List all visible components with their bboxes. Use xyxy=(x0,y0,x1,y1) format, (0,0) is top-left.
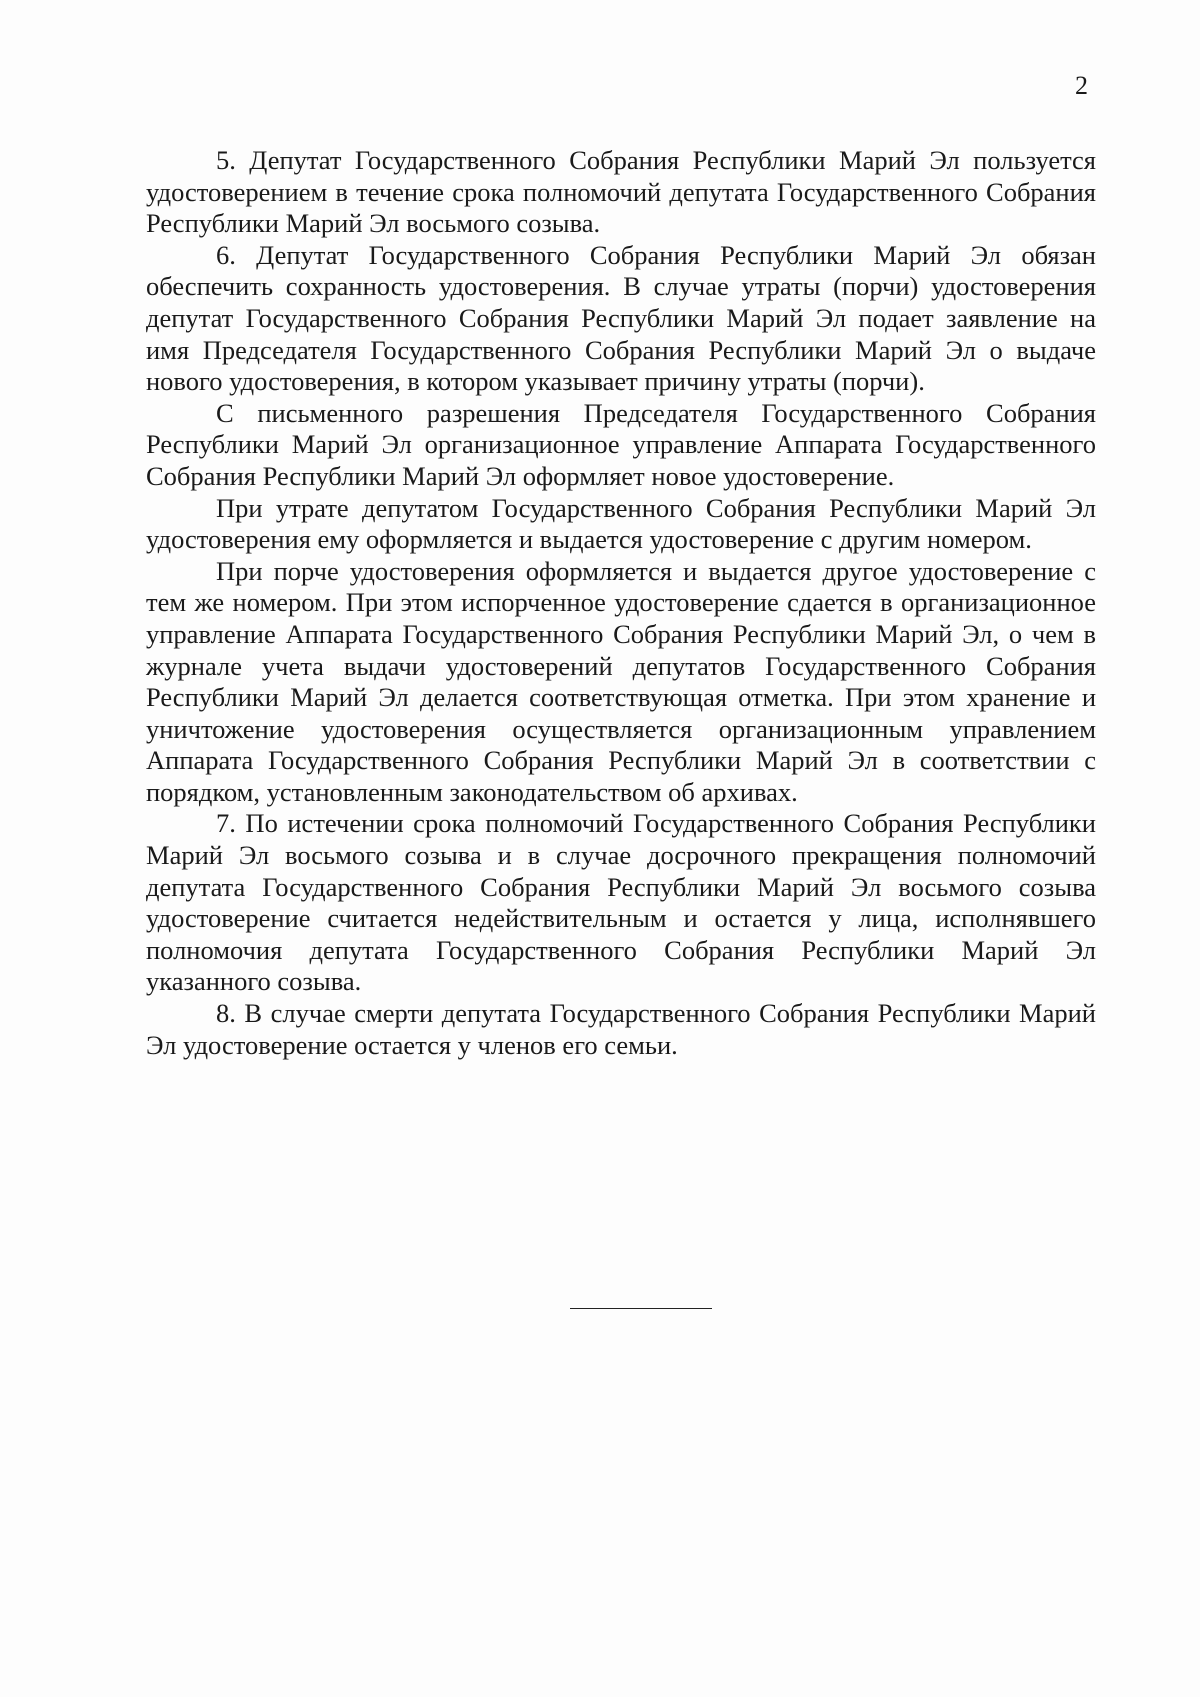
document-body xyxy=(146,145,1096,1061)
paragraph-8: 8. В случае смерти депутата Государственного Собрания Республики Марий Эл удостоверение остается у членов его семьи. xyxy=(146,998,1096,1060)
paragraph-7: 7. По истечении срока полномочий Государственного Собрания Республики Марий Эл восьмого созыва и в случае досрочного прекращения полномочий депутата Государственного Собрания Республики Марий Эл восьмого созыва удостоверение считается недействительным и остается у лица, исполнявшего полномочия депутата Государственного Собрания Республики Марий Эл указанного созыва. xyxy=(146,808,1096,997)
page-number: 2 xyxy=(1075,71,1088,100)
paragraph-6-damage: При порче удостоверения оформляется и выдается другое удостоверение с тем же номером. При этом испорченное удостоверение сдается в организационное управление Аппарата Государственного Собрания Республики Марий Эл, о чем в журнале учета выдачи удостоверений депутатов Государственного Собрания Республики Марий Эл делается соответствующая отметка. При этом хранение и уничтожение удостоверения осуществляется организационным управлением Аппарата Государственного Собрания Республики Марий Эл в соответствии с порядком, установленным законодательством об архивах. xyxy=(146,555,1096,807)
paragraph-6-permission: С письменного разрешения Председателя Государственного Собрания Республики Марий Эл организационное управление Аппарата Государственного Собрания Республики Марий Эл оформляет новое удостоверение. xyxy=(146,397,1096,491)
end-of-document-rule xyxy=(570,1308,712,1309)
paragraph-5: 5. Депутат Государственного Собрания Республики Марий Эл пользуется удостоверением в течение срока полномочий депутата Государственного Собрания Республики Марий Эл восьмого созыва. xyxy=(146,145,1096,239)
paragraph-6-loss: При утрате депутатом Государственного Собрания Республики Марий Эл удостоверения ему оформляется и выдается удостоверение с другим номером. xyxy=(146,492,1096,555)
paragraph-6: 6. Депутат Государственного Собрания Республики Марий Эл обязан обеспечить сохранность удостоверения. В случае утраты (порчи) удостоверения депутат Государственного Собрания Республики Марий Эл подает заявление на имя Председателя Государственного Собрания Республики Марий Эл о выдаче нового удостоверения, в котором указывает причину утраты (порчи). xyxy=(146,239,1096,397)
